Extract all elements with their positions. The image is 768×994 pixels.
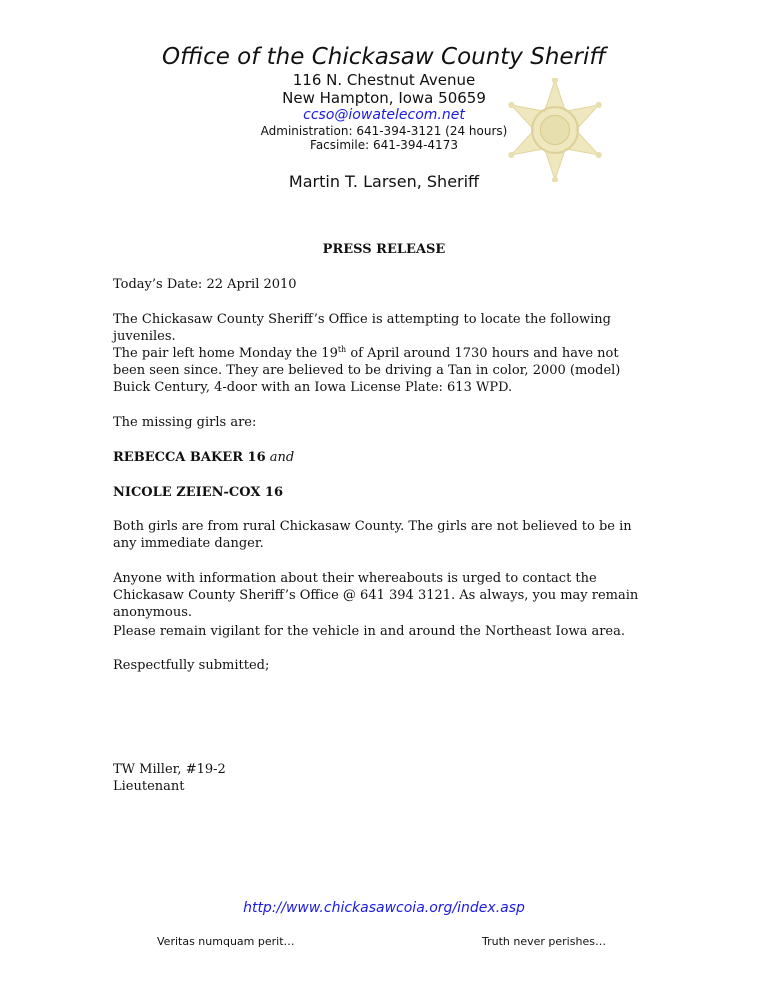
website-link[interactable]: http://www.chickasawcoia.org/index.asp (243, 900, 525, 916)
sheriff-name: Martin T. Larsen, Sheriff (288, 172, 480, 191)
paragraph-vigilant: Please remain vigilant for the vehicle in and around the Northeast Iowa area. (113, 624, 626, 639)
press-release-heading: PRESS RELEASE (322, 242, 446, 257)
conjunction-and: and (265, 450, 295, 465)
paragraph-danger: Both girls are from rural Chickasaw County. The girls are not believed to be in any immediate danger. (113, 519, 632, 551)
details-text-start: The pair left home Monday the 19 (113, 346, 338, 361)
office-title: Office of the Chickasaw County Sheriff (161, 44, 607, 70)
address-line-1: 116 N. Chestnut Avenue (292, 71, 476, 89)
signer-title: Lieutenant (113, 779, 185, 794)
ordinal-suffix: th (337, 345, 347, 354)
facsimile-number: Facsimile: 641-394-4173 (310, 138, 458, 152)
motto-latin: Veritas numquam perit… (157, 935, 295, 948)
paragraph-intro: The Chickasaw County Sheriff’s Office is attempting to locate the following juveniles. (113, 312, 611, 344)
email-link[interactable]: ccso@iowatelecom.net (303, 107, 465, 123)
paragraph-contact: Anyone with information about their whereabouts is urged to contact the Chickasaw County Sheriff’s Office @ 641 394 3121. As always, you may remain anonymous. (113, 571, 639, 620)
sheriff-star-badge-icon (503, 78, 607, 182)
missing-person-2: NICOLE ZEIEN-COX 16 (113, 485, 284, 500)
missing-person-1-name: REBECCA BAKER 16 (113, 450, 266, 465)
signer-name: TW Miller, #19-2 (113, 762, 226, 777)
missing-person-1 (113, 449, 653, 466)
closing-line: Respectfully submitted; (113, 658, 270, 673)
details-text-end: of April around 1730 hours and have not been seen since. They are believed to be driving a Tan in color, 2000 (model) Buick Century, 4-door with an Iowa License Plate: 613 WPD. (113, 346, 621, 395)
paragraph-details (113, 345, 653, 396)
release-date: Today’s Date: 22 April 2010 (113, 277, 297, 292)
motto-english: Truth never perishes… (482, 935, 606, 948)
missing-intro: The missing girls are: (113, 415, 257, 430)
administration-phone: Administration: 641-394-3121 (24 hours) (260, 124, 508, 138)
address-line-2: New Hampton, Iowa 50659 (282, 89, 486, 107)
